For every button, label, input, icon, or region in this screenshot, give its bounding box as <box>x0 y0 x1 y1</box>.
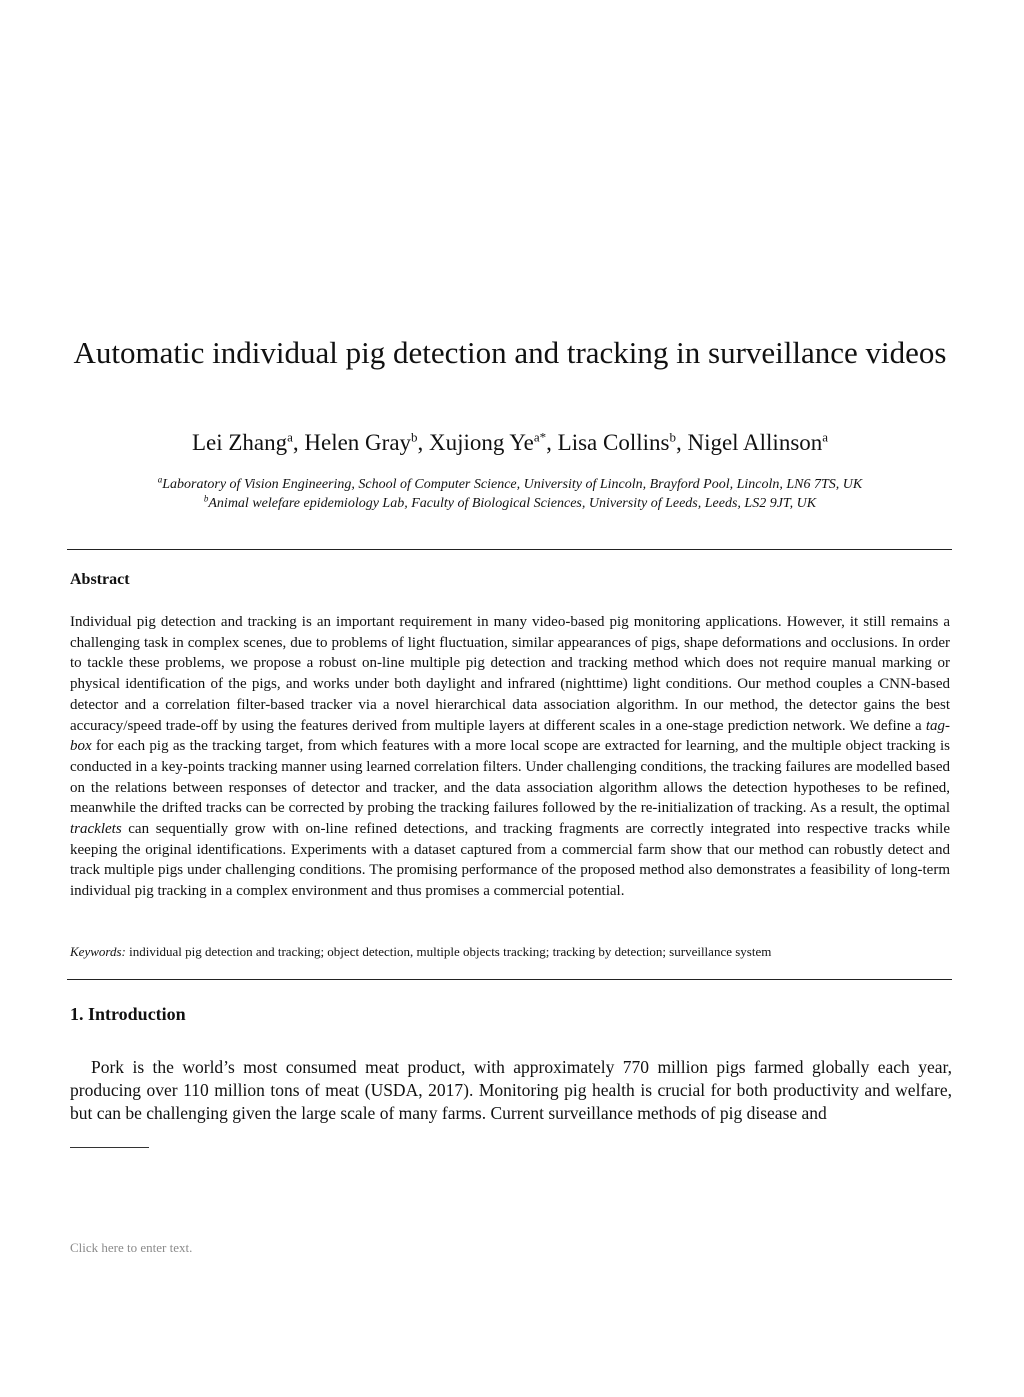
author: Nigel Allinson$^a$ <box>687 429 829 455</box>
top-divider <box>67 549 952 550</box>
author-list <box>60 428 960 458</box>
bottom-divider <box>67 979 952 980</box>
tag-box-term: tag-box <box>70 717 950 755</box>
keywords-label: Keywords: <box>70 944 126 959</box>
text-placeholder-field[interactable]: Click here to enter text. <box>70 1240 193 1255</box>
tracklets-term: tracklets <box>70 821 122 838</box>
introduction-heading: 1. Introduction <box>70 1004 186 1024</box>
author: Lisa Collins$^b$, <box>557 429 688 455</box>
abstract-heading: Abstract <box>70 571 130 588</box>
keywords-text: individual pig detection and tracking; object detection, multiple objects tracking; tracking by detection; surveillance system <box>125 944 772 959</box>
keywords <box>70 943 950 961</box>
author: Xujiong $Ye^{a*}$, <box>429 429 558 455</box>
introduction-body: Pork is the world’s most consumed meat product, with approximately 770 million pigs farmed globally each year, producing over 110 million tons of meat (USDA, 2017). Monitoring pig health is crucial for both productivity and welfare, but can be challenging given the large scale of many farms. Current surveillance methods of pig disease and <box>70 1057 952 1123</box>
author: Lei Zhang$^a$, <box>191 429 305 455</box>
affiliation-a: $^a$Laboratory of Vision Engineering, School of Computer Science, University of Lincoln, Brayford Pool, Lincoln, LN6 7TS, UK <box>157 474 863 492</box>
paper-title: Automatic individual pig detection and tracking in surveillance videos <box>73 335 947 370</box>
affiliation-b: $^b$Animal welefare epidemiology Lab, Faculty of Biological Sciences, University of Leeds, Leeds, LS2 9JT, UK <box>203 493 817 511</box>
abstract-body: Individual pig detection and tracking is an important requirement in many video-based pig monitoring applications. However, it still remains a challenging task in complex scenes, due to problems of light fluctuation, similar appearances of pigs, shape deformations and occlusions. In order to tackle these problems, we propose a robust on-line multiple pig detection and tracking method which does not require manual marking or physical identification of the pigs, and works under both daylight and infrared (nighttime) light conditions. Our method couples a CNN-based detector and a correlation filter-based tracker via a novel hierarchical data association algorithm. In our method, the detector gains the best accuracy/speed trade-off by using the features derived from multiple layers at different scales in a one-stage prediction network. We define a tag-box for each pig as the tracking target, from which features with a more local scope are extracted for learning, and the multiple object tracking is conducted in a key-points tracking manner using learned correlation filters. Under challenging conditions, the tracking failures are modelled based on the relations between responses of detector and tracker, and the data association algorithm allows the detection hypotheses to be refined, meanwhile the drifted tracks can be corrected by probing the tracking failures followed by the re-initialization of tracking. As a result, the optimal tracklets can sequentially grow with on-line refined detections, and tracking fragments are correctly integrated into respective tracks while keeping the original identifications. Experiments with a dataset captured from a commercial farm show that our method can robustly detect and track multiple pigs under challenging conditions. The promising performance of the proposed method also demonstrates a feasibility of long-term individual pig tracking in a complex environment and thus promises a commercial potential. <box>70 614 950 900</box>
author: Helen Gray$^b$, <box>304 429 430 455</box>
footnote-divider <box>70 1147 149 1148</box>
